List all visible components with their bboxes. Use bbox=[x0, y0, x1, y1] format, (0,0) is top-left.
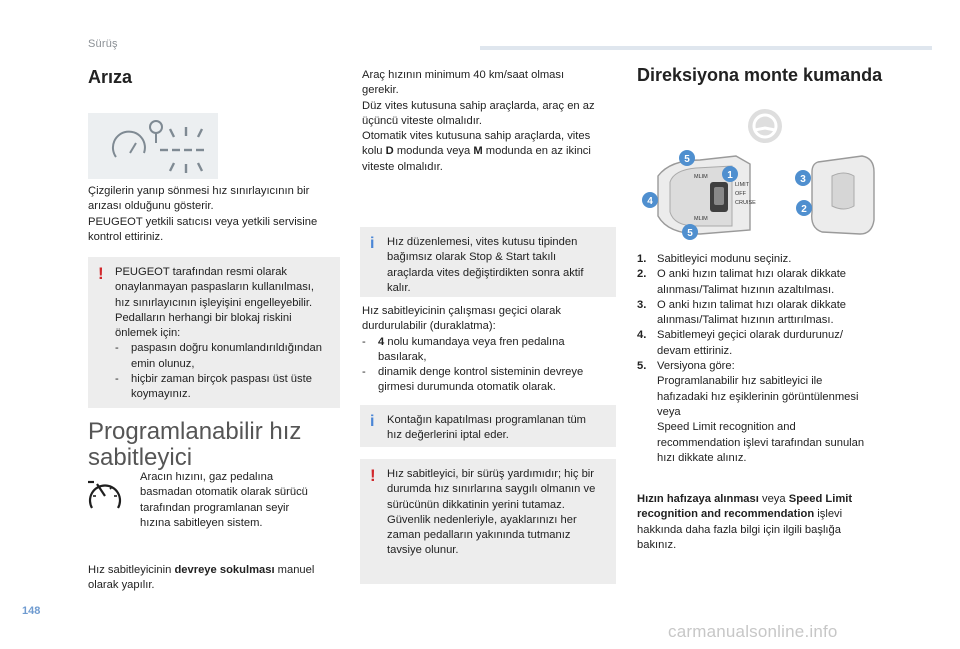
cruise-control-heading: Programlanabilir hız sabitleyici bbox=[88, 418, 302, 471]
fault-heading: Arıza bbox=[88, 67, 133, 87]
callout-1: 1 bbox=[727, 170, 733, 181]
list-item: 4. Sabitlemeyi geçici olarak durdurunuz/ devam ettiriniz. bbox=[637, 329, 843, 357]
conditions-text: Araç hızının minimum 40 km/saat olması gerekir. Düz vites kutusuna sahip araçlarda, araç en az üçüncü viteste olmalıdır. Otomatik vites kutusuna sahip araçlarda, vites kolu D modunda veya M modunda en az ikinci viteste olmalıdır. bbox=[362, 69, 595, 173]
stalk-label-mlim: MLIM bbox=[694, 174, 708, 180]
section-label: Sürüş bbox=[88, 38, 118, 50]
warning-icon: ! bbox=[370, 466, 376, 485]
safety-warning-box: ! Hız sabitleyici, bir sürüş yardımıdır; hiç bir durumda hız sınırlarına saygılı olmanın ve sürücünün dikkatinin yerini tutamaz. Güvenlik nedenleriyle, ayaklarınızı her zaman pedalların yakınında tutmanız tavsiye olunur. bbox=[360, 459, 616, 584]
list-item: - dinamik denge kontrol sisteminin devreye girmesi durumunda otomatik olarak. bbox=[362, 366, 584, 394]
mat-warning-box: ! PEUGEOT tarafından resmi olarak onaylanmayan paspasların kullanılması, hız sınırlayıcının işleyişini engelleyebilir. Pedalların herhangi bir blokaj riskini önlemek için: - paspasın doğru konumlandırıldığından emin olunuz, - hiçbir zaman birçok paspası üst üste koymayınız. bbox=[88, 257, 340, 408]
list-item: 3. O anki hızın talimat hızı olarak dikkate alınması/Talimat hızının arttırılması. bbox=[637, 298, 847, 327]
info-icon: i bbox=[370, 235, 375, 252]
ignition-info-box: i Kontağın kapatılması programlanan tüm hız değerlerini iptal eder. bbox=[360, 405, 616, 447]
speed-limiter-fault-icon bbox=[88, 113, 218, 179]
memory-reference-text: Hızın hafızaya alınması veya Speed Limit recognition and recommendation işlevi hakkında daha fazla bilgi için ilgili başlığa bakınız. bbox=[637, 493, 853, 551]
callout-5-bottom: 5 bbox=[687, 228, 693, 239]
list-item: 2. O anki hızın talimat hızı olarak dikkate alınması/Talimat hızının azaltılması. bbox=[637, 268, 847, 296]
page-number: 148 bbox=[22, 605, 41, 617]
callout-3: 3 bbox=[800, 174, 806, 185]
cruise-control-gauge-icon bbox=[86, 478, 124, 512]
list-item: - hiçbir zaman birçok paspası üst üste koymayınız. bbox=[115, 373, 312, 401]
info-icon: i bbox=[370, 413, 375, 430]
list-item: 5. Versiyona göre: Programlanabilir hız sabitleyici ile hafızadaki hız eşiklerinin görüntülenmesi veya Speed Limit recognition and recommendation işlevi tarafından sunulan hızı dikkate alınız. bbox=[637, 360, 865, 464]
stalk-label-mlim-lower: MLIM bbox=[694, 216, 708, 222]
warning-icon: ! bbox=[98, 264, 104, 283]
cruise-control-description: Aracın hızını, gaz pedalına basmadan otomatik olarak sürücü tarafından programlanan seyir hızına sabitleyen sistem. bbox=[140, 471, 308, 529]
stalk-label-off: OFF bbox=[735, 191, 746, 197]
callout-5-top: 5 bbox=[684, 154, 690, 165]
steering-wheel-icon bbox=[747, 108, 783, 144]
cruise-control-stalk-image bbox=[640, 142, 880, 244]
suspend-text: Hız sabitleyicinin çalışması geçici olarak durdurulabilir (duraklatma): - 4 nolu kumandaya veya fren pedalına basılarak, - dinamik denge kontrol sisteminin devreye girmesi durumunda otomatik olarak. bbox=[362, 304, 622, 396]
stalk-label-limit: LIMIT bbox=[735, 182, 750, 188]
stalk-label-cruise: CRUISE bbox=[735, 200, 756, 206]
fault-indicator-image bbox=[88, 113, 218, 179]
stop-start-info-box: i Hız düzenlemesi, vites kutusu tipinden bağımsız olarak Stop & Start takılı araçlarda vites değiştirdikten sonra aktif kalır. bbox=[360, 227, 616, 297]
watermark: carmanualsonline.info bbox=[668, 622, 838, 641]
callout-4: 4 bbox=[647, 196, 653, 207]
steering-control-heading: Direksiyona monte kumanda bbox=[637, 65, 883, 85]
fault-description: Çizgilerin yanıp sönmesi hız sınırlayıcının bir arızası olduğunu gösterir. PEUGEOT yetkili satıcısı veya yetkili servisine kontrol ettiriniz. bbox=[88, 185, 318, 243]
header-rule bbox=[480, 46, 932, 50]
callout-2: 2 bbox=[801, 204, 807, 215]
control-legend-list bbox=[637, 252, 899, 466]
list-item: - paspasın doğru konumlandırıldığından emin olunuz, bbox=[115, 342, 322, 370]
list-item: 1. Sabitleyici modunu seçiniz. bbox=[637, 253, 792, 265]
activation-text: Hız sabitleyicinin devreye sokulması manuel olarak yapılır. bbox=[88, 564, 315, 592]
list-item: - 4 nolu kumandaya veya fren pedalına basılarak, bbox=[362, 335, 565, 363]
